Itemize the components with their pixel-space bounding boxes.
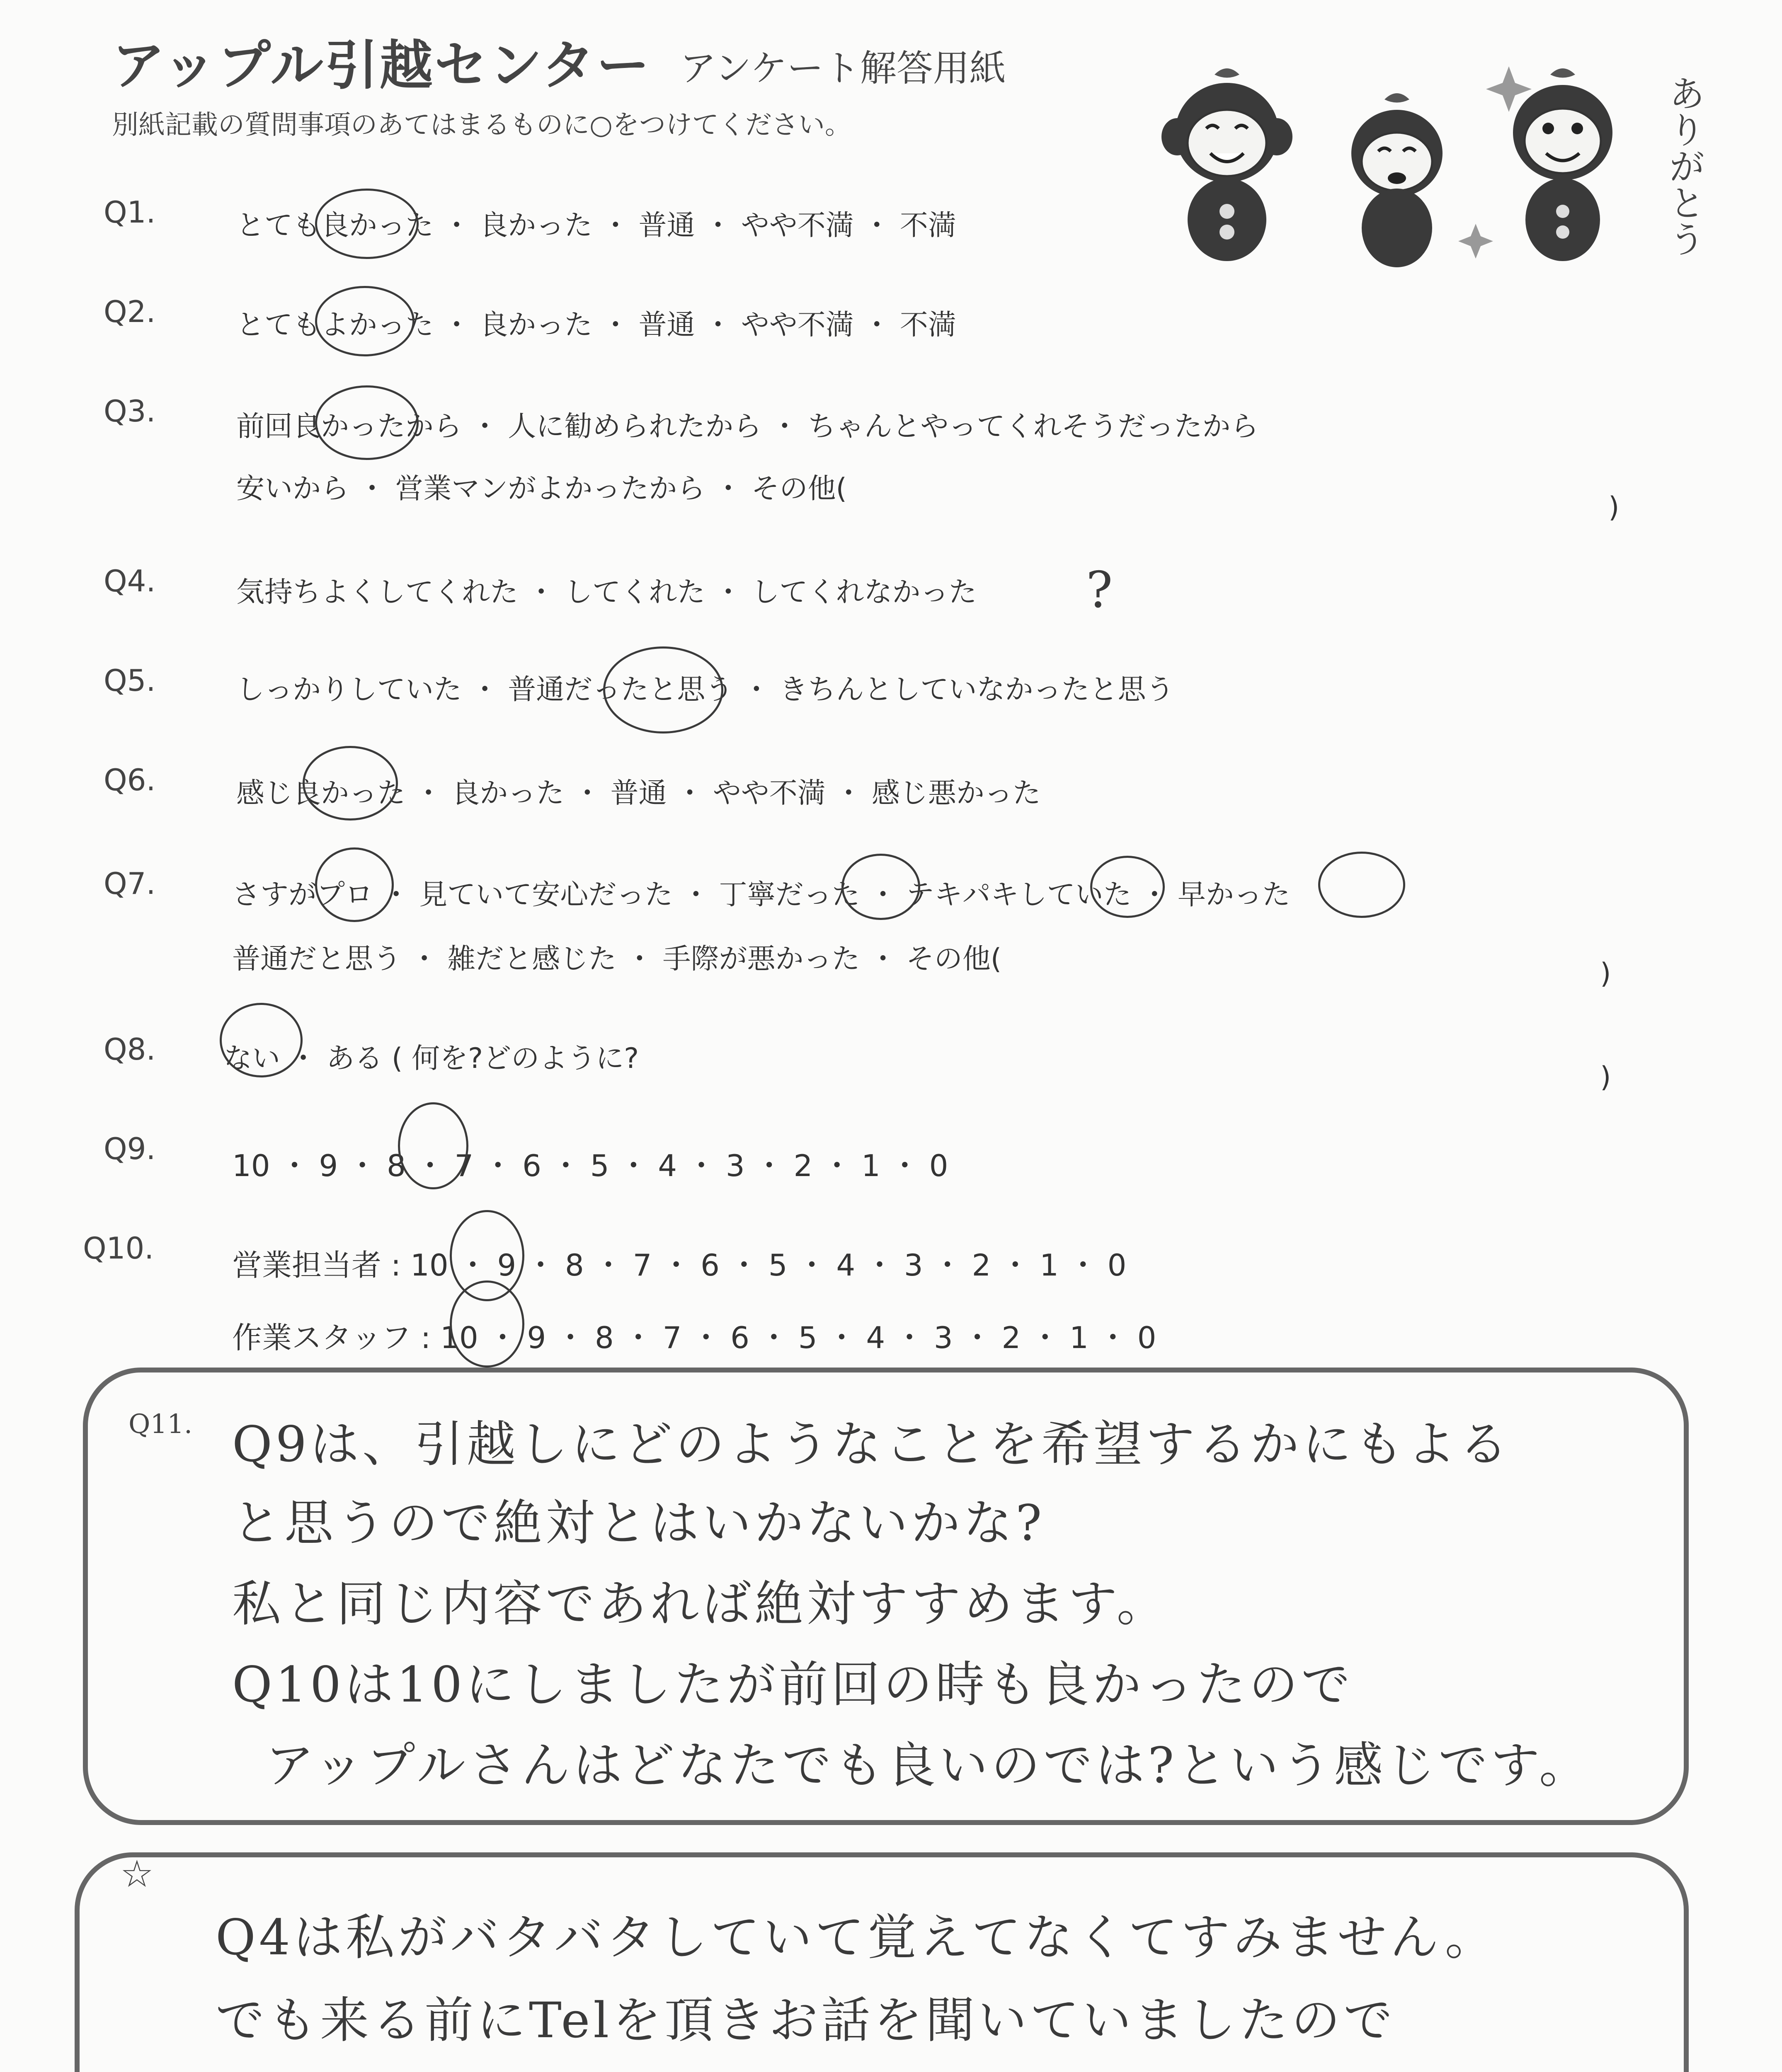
q11-line-4: Q10は10にしましたが前回の時も良かったので bbox=[232, 1656, 1354, 1713]
answer-circle bbox=[1090, 856, 1165, 918]
answer-circle bbox=[841, 854, 920, 920]
monkey-mascots-icon bbox=[1119, 50, 1700, 282]
answer-circle bbox=[303, 746, 398, 821]
q11-line-5: アップルさんはどなたでも良いのでは?という感じです。 bbox=[265, 1737, 1591, 1794]
q10-staff-scale: 作業スタッフ : 10 ・ 9 ・ 8 ・ 7 ・ 6 ・ 5 ・ 4 ・ 3 ・ 2 ・ 1 ・ 0 bbox=[232, 1320, 1156, 1355]
q1-number: Q1. bbox=[104, 195, 156, 230]
q9-scale: 10 ・ 9 ・ 8 ・ 7 ・ 6 ・ 5 ・ 4 ・ 3 ・ 2 ・ 1 ・ 0 bbox=[232, 1148, 948, 1183]
q2-number: Q2. bbox=[104, 294, 156, 329]
answer-circle bbox=[220, 1003, 303, 1077]
q11-label: Q11. bbox=[128, 1409, 193, 1440]
instruction-text: 別紙記載の質問事項のあてはまるものに○をつけてください。 bbox=[112, 110, 851, 140]
star-line-3 bbox=[207, 2068, 568, 2072]
q3-options-line2: 安いから ・ 営業マンがよかったから ・ その他( bbox=[236, 472, 847, 505]
answer-circle bbox=[450, 1280, 524, 1368]
q8-options: ない ・ ある ( 何を?どのように? bbox=[224, 1042, 639, 1075]
answer-circle bbox=[315, 286, 415, 356]
star-line-1: Q4は私がバタバタしていて覚えてなくてすみません。 bbox=[216, 1909, 1497, 1966]
q3-options-line1: 前回良かったから ・ 人に勧められたから ・ ちゃんとやってくれそうだったから bbox=[236, 410, 1259, 443]
q4-number: Q4. bbox=[104, 564, 156, 598]
q9-number: Q9. bbox=[104, 1131, 156, 1166]
answer-circle bbox=[315, 385, 419, 460]
q5-options: しっかりしていた ・ 普通だったと思う ・ きちんとしていなかったと思う bbox=[236, 673, 1174, 706]
q7-options-line2: 普通だと思う ・ 雑だと感じた ・ 手際が悪かった ・ その他( bbox=[232, 943, 1002, 975]
q7-number: Q7. bbox=[104, 866, 156, 901]
page-subtitle: アンケート解答用紙 bbox=[680, 47, 1006, 90]
answer-circle bbox=[315, 189, 419, 259]
q7-options-line1: さすがプロ ・ 見ていて安心だった ・ 丁寧だった ・ テキパキしていた ・ 早かった bbox=[232, 879, 1290, 911]
q1-options: とても良かった ・ 良かった ・ 普通 ・ やや不満 ・ 不満 bbox=[236, 209, 956, 242]
q4-options: 気持ちよくしてくれた ・ してくれた ・ してくれなかった bbox=[236, 576, 977, 609]
q11-line-2: と思うので絶対とはいかないかな? bbox=[232, 1494, 1045, 1552]
q11-line-1: Q9は、引越しにどのようなことを希望するかにもよる bbox=[232, 1416, 1511, 1473]
star-line-2: でも来る前にTelを頂きお話を聞いていましたので bbox=[216, 1992, 1396, 2049]
answer-circle bbox=[603, 646, 723, 733]
q8-number: Q8. bbox=[104, 1032, 156, 1067]
star-label: ☆ bbox=[120, 1852, 154, 1896]
q6-number: Q6. bbox=[104, 762, 156, 797]
q8-close-paren: ) bbox=[1600, 1061, 1611, 1094]
mascot-illustration bbox=[1119, 50, 1700, 282]
q6-options: 感じ良かった ・ 良かった ・ 普通 ・ やや不満 ・ 感じ悪かった bbox=[236, 777, 1041, 810]
q2-options: とてもよかった ・ 良かった ・ 普通 ・ やや不満 ・ 不満 bbox=[236, 309, 956, 341]
q3-number: Q3. bbox=[104, 394, 156, 428]
q10-sales-scale: 営業担当者 : 10 ・ 9 ・ 8 ・ 7 ・ 6 ・ 5 ・ 4 ・ 3 ・ 2 ・ 1 ・ 0 bbox=[232, 1248, 1127, 1283]
q7-close-paren: ) bbox=[1600, 957, 1611, 990]
q11-line-3: 私と同じ内容であれば絶対すすめます。 bbox=[232, 1575, 1169, 1632]
q4-question-mark: ? bbox=[1086, 562, 1113, 619]
answer-circle bbox=[1318, 852, 1405, 918]
q3-close-paren: ) bbox=[1608, 491, 1620, 524]
page-title: アップル引越センター bbox=[112, 35, 651, 97]
q10-number: Q10. bbox=[83, 1231, 154, 1266]
answer-circle bbox=[315, 847, 394, 922]
q5-number: Q5. bbox=[104, 663, 156, 698]
answer-circle bbox=[398, 1102, 468, 1189]
mascot-caption: ありがとう bbox=[1663, 75, 1706, 257]
